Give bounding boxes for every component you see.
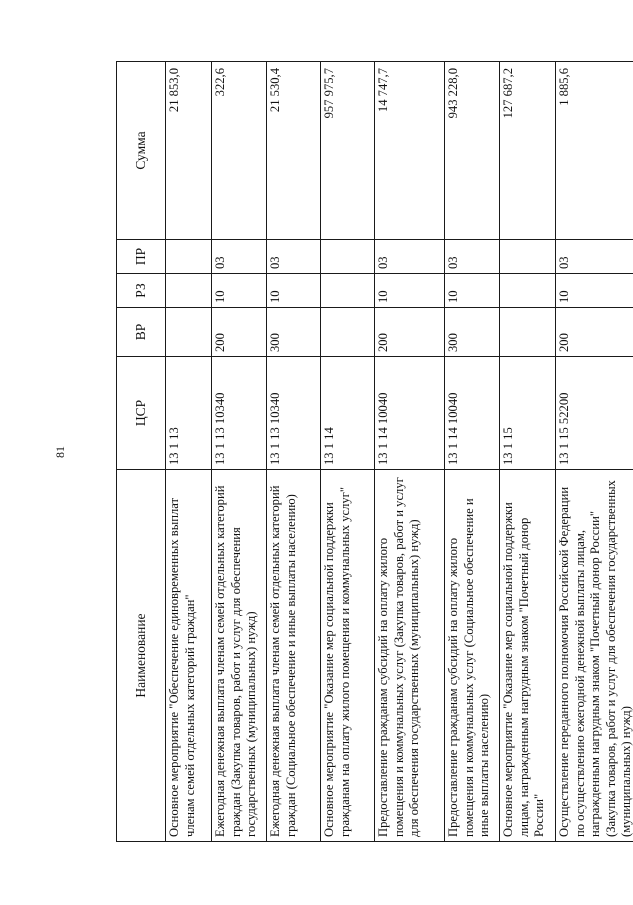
row-rz-cell bbox=[321, 274, 375, 308]
row-pr-cell: 03 bbox=[267, 240, 321, 274]
row-vr-cell bbox=[166, 308, 212, 357]
row-csr-cell: 13 1 15 52200 bbox=[556, 357, 633, 470]
row-vr-cell bbox=[500, 308, 556, 357]
row-sum-cell: 957 975,7 bbox=[321, 62, 375, 240]
row-vr-cell: 300 bbox=[445, 308, 500, 357]
page-number: 81 bbox=[53, 446, 67, 458]
budget-table bbox=[116, 61, 633, 842]
row-pr-cell: 03 bbox=[375, 240, 445, 274]
column-header-pr: ПР bbox=[117, 240, 166, 274]
table-row bbox=[556, 62, 633, 842]
row-name-cell: Основное мероприятие "Обеспечение единовременных выплат членам семей отдельных категорий граждан" bbox=[166, 470, 212, 842]
row-rz-cell: 10 bbox=[212, 274, 267, 308]
row-pr-cell: 03 bbox=[556, 240, 633, 274]
row-csr-cell: 13 1 13 bbox=[166, 357, 212, 470]
table-row bbox=[321, 62, 375, 842]
table-row bbox=[267, 62, 321, 842]
row-rz-cell: 10 bbox=[556, 274, 633, 308]
column-header-rz: РЗ bbox=[117, 274, 166, 308]
column-header-name: Наименование bbox=[117, 470, 166, 842]
row-name-cell: Ежегодная денежная выплата членам семей отдельных категорий граждан (Закупка товаров, работ и услуг для обеспечения государственных (муниципальных) нужд) bbox=[212, 470, 267, 842]
row-name-cell: Предоставление гражданам субсидий на оплату жилого помещения и коммунальных услуг (Социальное обеспечение и иные выплаты населению) bbox=[445, 470, 500, 842]
row-pr-cell: 03 bbox=[212, 240, 267, 274]
row-name-cell: Основное мероприятие "Оказание мер социальной поддержки гражданам на оплату жилого помещения и коммунальных услуг" bbox=[321, 470, 375, 842]
table-row bbox=[500, 62, 556, 842]
row-vr-cell: 200 bbox=[375, 308, 445, 357]
row-csr-cell: 13 1 13 10340 bbox=[267, 357, 321, 470]
row-sum-cell: 1 885,6 bbox=[556, 62, 633, 240]
row-csr-cell: 13 1 13 10340 bbox=[212, 357, 267, 470]
row-csr-cell: 13 1 15 bbox=[500, 357, 556, 470]
table-row bbox=[445, 62, 500, 842]
column-header-csr: ЦСР bbox=[117, 357, 166, 470]
row-pr-cell bbox=[166, 240, 212, 274]
row-rz-cell: 10 bbox=[267, 274, 321, 308]
row-csr-cell: 13 1 14 10040 bbox=[445, 357, 500, 470]
row-pr-cell bbox=[321, 240, 375, 274]
row-vr-cell: 200 bbox=[556, 308, 633, 357]
row-csr-cell: 13 1 14 10040 bbox=[375, 357, 445, 470]
row-sum-cell: 322,6 bbox=[212, 62, 267, 240]
table-row bbox=[166, 62, 212, 842]
row-sum-cell: 943 228,0 bbox=[445, 62, 500, 240]
row-name-cell: Ежегодная денежная выплата членам семей отдельных категорий граждан (Социальное обеспечение и иные выплаты населению) bbox=[267, 470, 321, 842]
column-header-vr: ВР bbox=[117, 308, 166, 357]
table-header-row bbox=[117, 62, 166, 842]
row-rz-cell: 10 bbox=[375, 274, 445, 308]
row-rz-cell: 10 bbox=[445, 274, 500, 308]
row-pr-cell: 03 bbox=[445, 240, 500, 274]
table-row bbox=[212, 62, 267, 842]
row-sum-cell: 21 530,4 bbox=[267, 62, 321, 240]
table-row bbox=[375, 62, 445, 842]
row-sum-cell: 21 853,0 bbox=[166, 62, 212, 240]
row-name-cell: Предоставление гражданам субсидий на оплату жилого помещения и коммунальных услуг (Закупка товаров, работ и услуг для обеспечения государственных (муниципальных) нужд) bbox=[375, 470, 445, 842]
row-pr-cell bbox=[500, 240, 556, 274]
row-vr-cell: 300 bbox=[267, 308, 321, 357]
row-rz-cell bbox=[166, 274, 212, 308]
row-name-cell: Осуществление переданного полномочия Российской Федерации по осуществлению ежегодной денежной выплаты лицам, награжденным нагрудным знаком "Почетный донор России" (Закупка товаров, работ и услуг для обеспечения государственных (муниципальных) нужд) bbox=[556, 470, 633, 842]
rotated-table-container bbox=[116, 62, 633, 842]
row-name-cell: Основное мероприятие "Оказание мер социальной поддержки лицам, награжденным нагрудным знаком "Почетный донор России" bbox=[500, 470, 556, 842]
row-rz-cell bbox=[500, 274, 556, 308]
row-sum-cell: 14 747,7 bbox=[375, 62, 445, 240]
row-vr-cell bbox=[321, 308, 375, 357]
row-vr-cell: 200 bbox=[212, 308, 267, 357]
row-sum-cell: 127 687,2 bbox=[500, 62, 556, 240]
column-header-sum: Сумма bbox=[117, 62, 166, 240]
row-csr-cell: 13 1 14 bbox=[321, 357, 375, 470]
